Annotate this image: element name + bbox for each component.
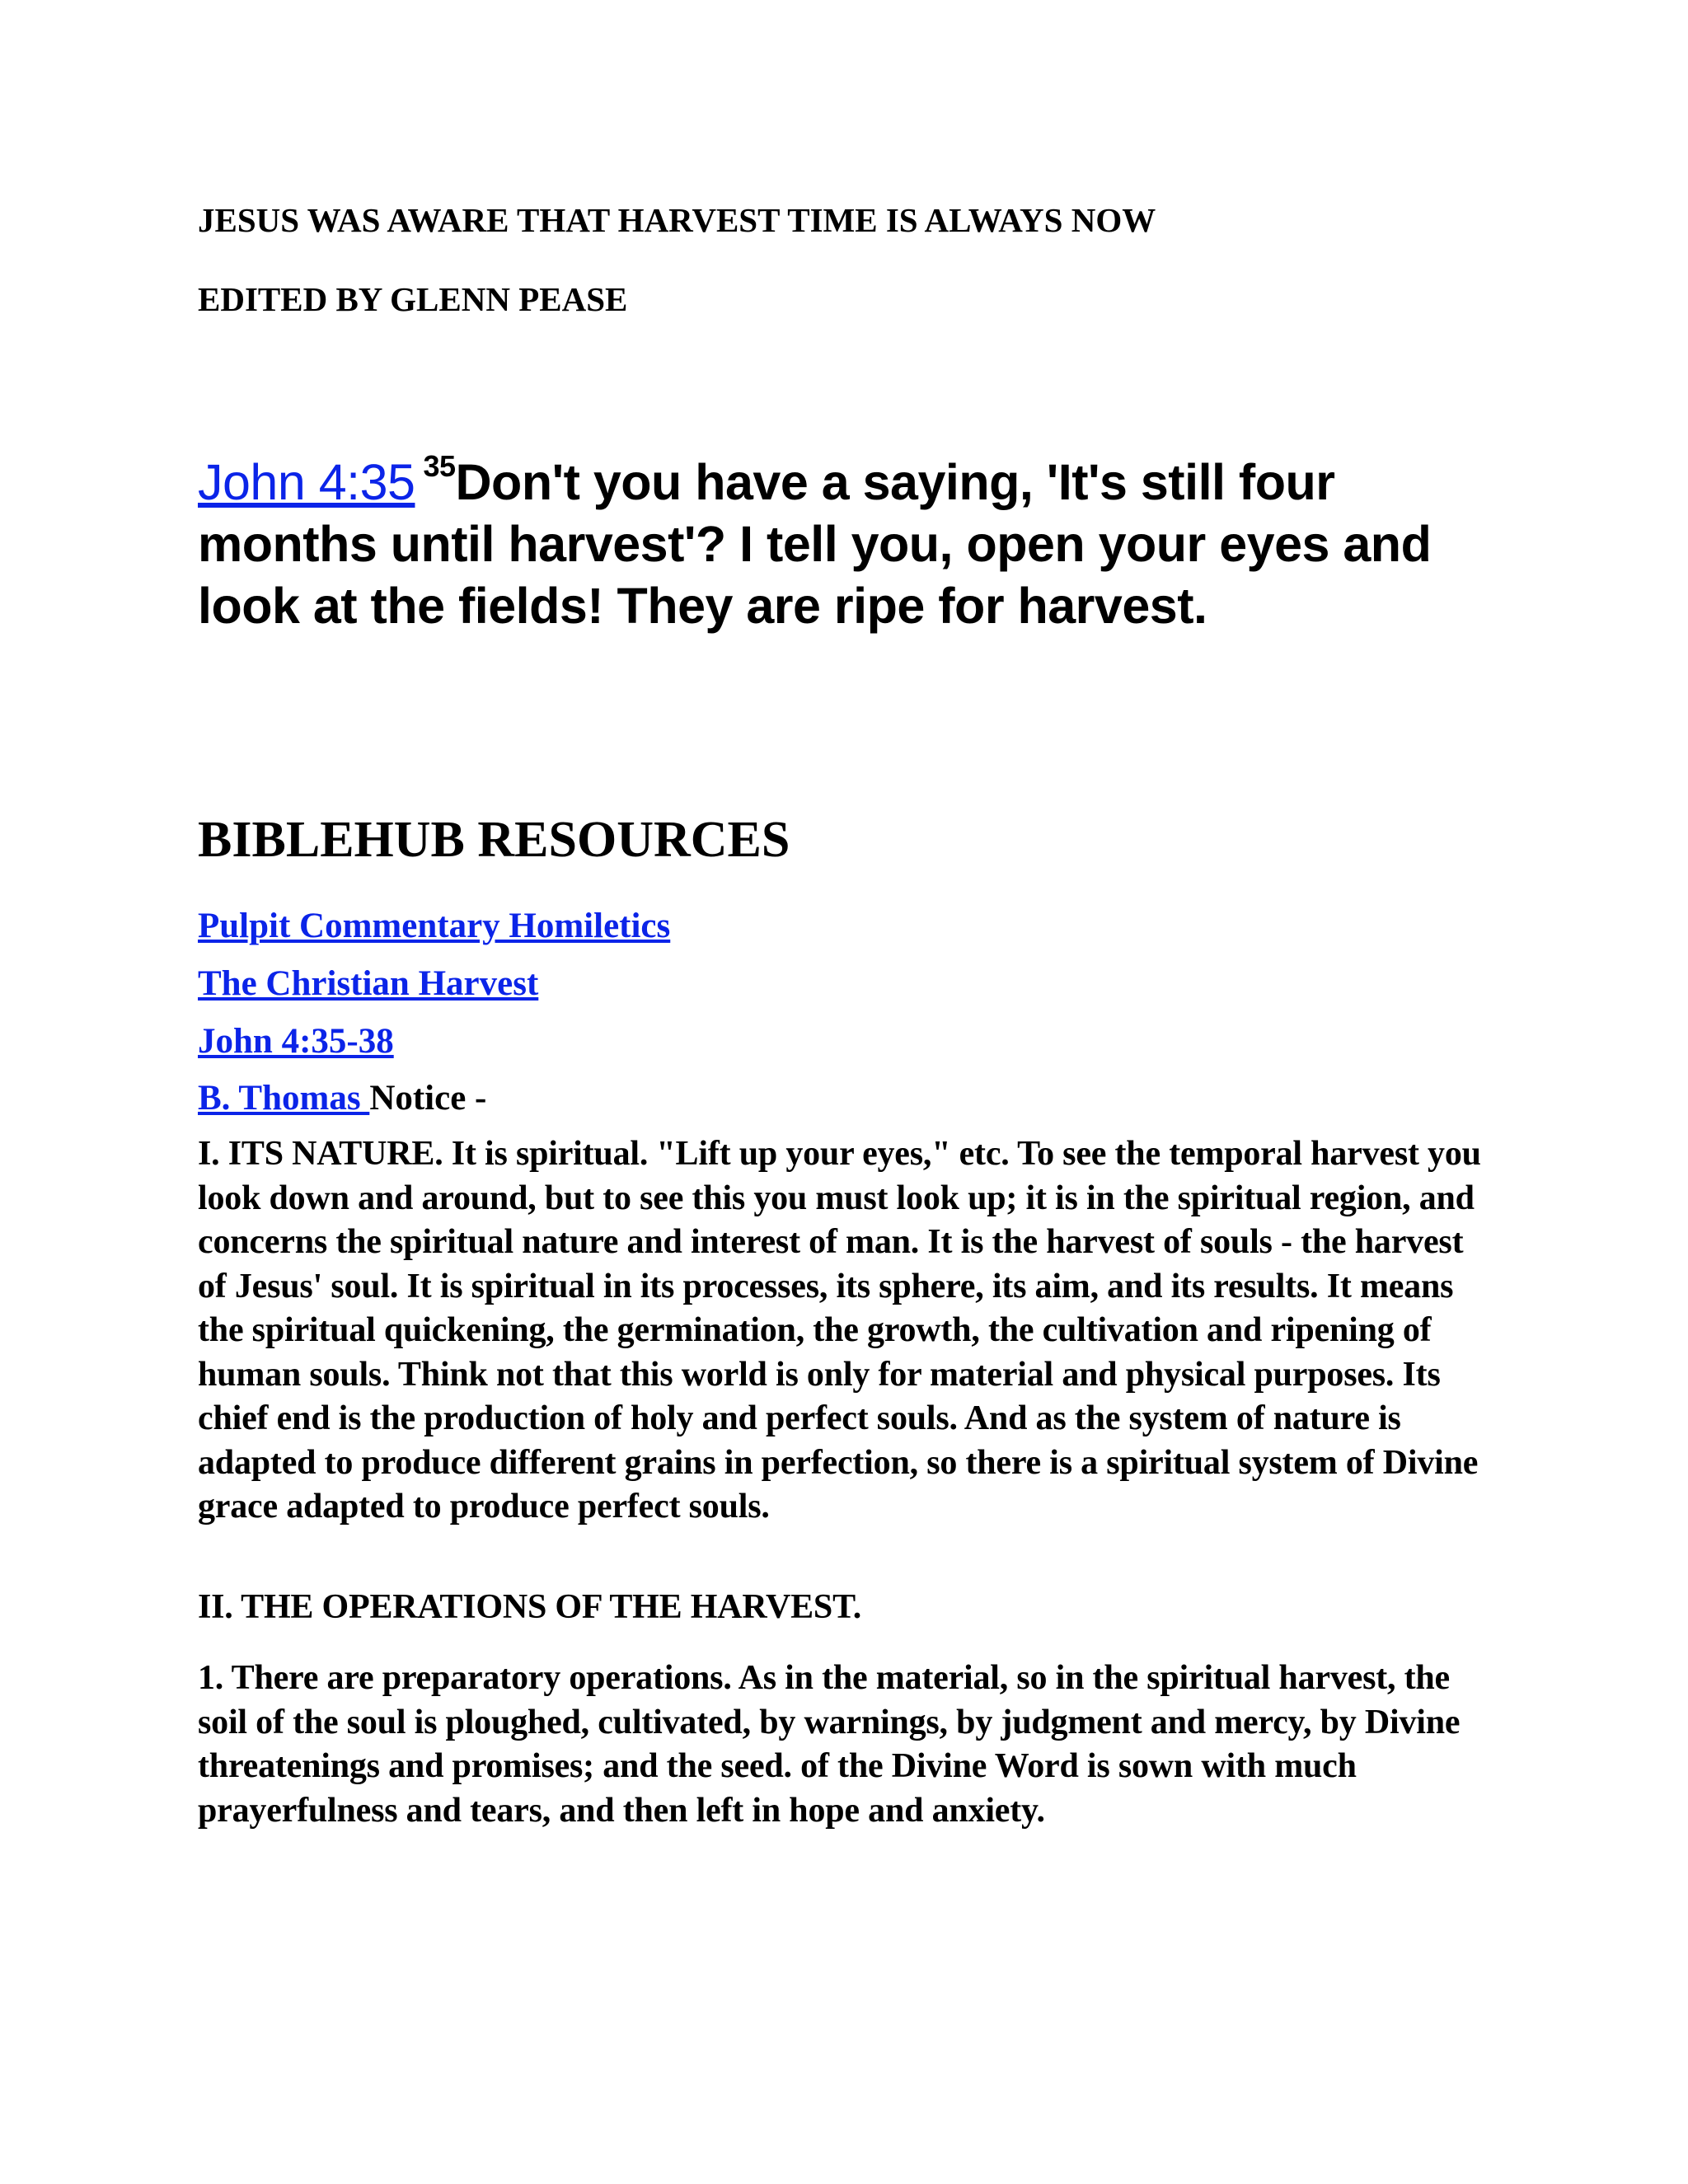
verse-reference-link[interactable]: John 4:35 [198, 454, 415, 510]
author-link[interactable]: B. Thomas [198, 1079, 370, 1118]
paragraph-nature: I. ITS NATURE. It is spiritual. "Lift up your eyes," etc. To see the temporal harvest you look down and around, but to see this you must look up; it is in the spiritual region, and concerns the spiritual nature and interest of man. It is the harvest of souls - the harvest of Jesus' soul. It is spiritual in its processes, its sphere, its aim, and its results. It means the spiritual quickening, the germination, the growth, the cultivation and ripening of human souls. Think not that this world is only for material and physical purposes. Its chief end is the production of holy and perfect souls. And as the system of nature is adapted to produce different grains in perfection, so there is a spiritual system of Divine grace adapted to produce perfect souls. [198, 1135, 1481, 1526]
document-title: JESUS WAS AWARE THAT HARVEST TIME IS ALWAYS NOW [198, 201, 1156, 239]
source-link[interactable]: Pulpit Commentary Homiletics [198, 907, 671, 945]
passage-link[interactable]: John 4:35-38 [198, 1022, 394, 1061]
verse-block [198, 449, 1484, 637]
resources-heading: BIBLEHUB RESOURCES [198, 812, 790, 868]
resource-row-passage [198, 1020, 394, 1063]
resource-row-article [198, 963, 538, 1005]
verse-number: 35 [423, 449, 456, 483]
resource-row-author [198, 1077, 486, 1120]
paragraph-preparatory: 1. There are preparatory operations. As in the material, so in the spiritual harvest, the soil of the soul is ploughed, cultivated, by warnings, by judgment and mercy, by Divine threatenings and promises; and the seed. of the Divine Word is sown with much prayerfulness and tears, and then left in hope and anxiety. [198, 1659, 1461, 1830]
paragraph-operations-heading: II. THE OPERATIONS OF THE HARVEST. [198, 1588, 862, 1626]
notice-text: Notice - [369, 1079, 487, 1118]
verse-text: Don't you have a saying, 'It's still four months until harvest'? I tell you, open your eyes and look at the fields! They are ripe for harvest. [198, 454, 1432, 634]
document-editor-line: EDITED BY GLENN PEASE [198, 280, 628, 318]
resource-row-source [198, 905, 670, 948]
article-link[interactable]: The Christian Harvest [198, 964, 539, 1003]
